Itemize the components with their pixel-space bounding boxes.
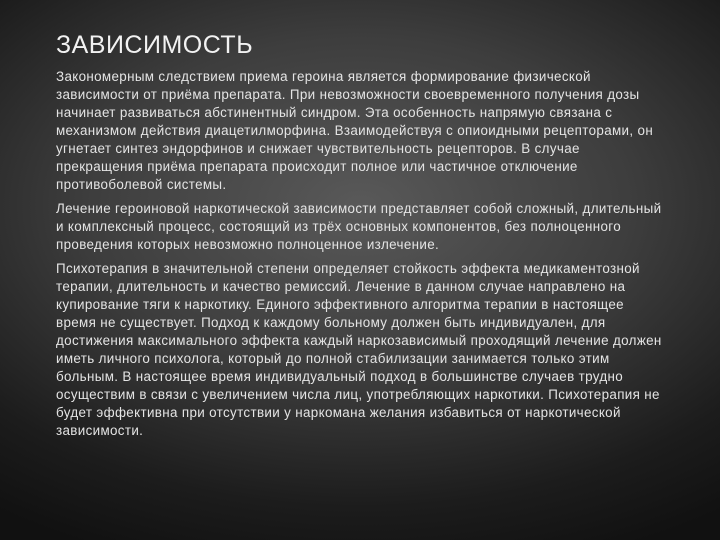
slide [56,30,666,540]
paragraph-psychotherapy: Психотерапия в значительной степени определяет стойкость эффекта медикаментозной терапии, длительность и качество ремиссий. Лечение в данном случае направлено на купирование тяги к наркотику. Единого эффективного алгоритма терапии в настоящее время не существует. Подход к каждому больному должен быть индивидуален, для достижения максимального эффекта каждый наркозависимый проходящий лечение должен иметь личного психолога, который до полной стабилизации занимается только этим больным. В настоящее время индивидуальный подход в большинстве случаев трудно осуществим в связи с увеличением числа лиц, употребляющих наркотики. Психотерапия не будет эффективна при отсутствии у наркомана желания избавиться от наркотической зависимости. [56,261,662,438]
paragraph-treatment: Лечение героиновой наркотической зависимости представляет собой сложный, длительный и комплексный процесс, состоящий из трёх основных компонентов, без полноценного проведения которых невозможно полноценное излечение. [56,201,662,252]
slide-title: ЗАВИСИМОСТЬ [56,31,254,59]
paragraph-dependence: Закономерным следствием приема героина является формирование физической зависимости от приёма препарата. При невозможности своевременного получения дозы начинает развиваться абстинентный синдром. Эта особенность напрямую связана с механизмом действия диацетилморфина. Взаимодействуя с опиоидными рецепторами, он угнетает синтез эндорфинов и снижает чувствительность рецепторов. В случае прекращения приёма препарата происходит полное или частичное отключение противоболевой системы. [56,69,654,192]
